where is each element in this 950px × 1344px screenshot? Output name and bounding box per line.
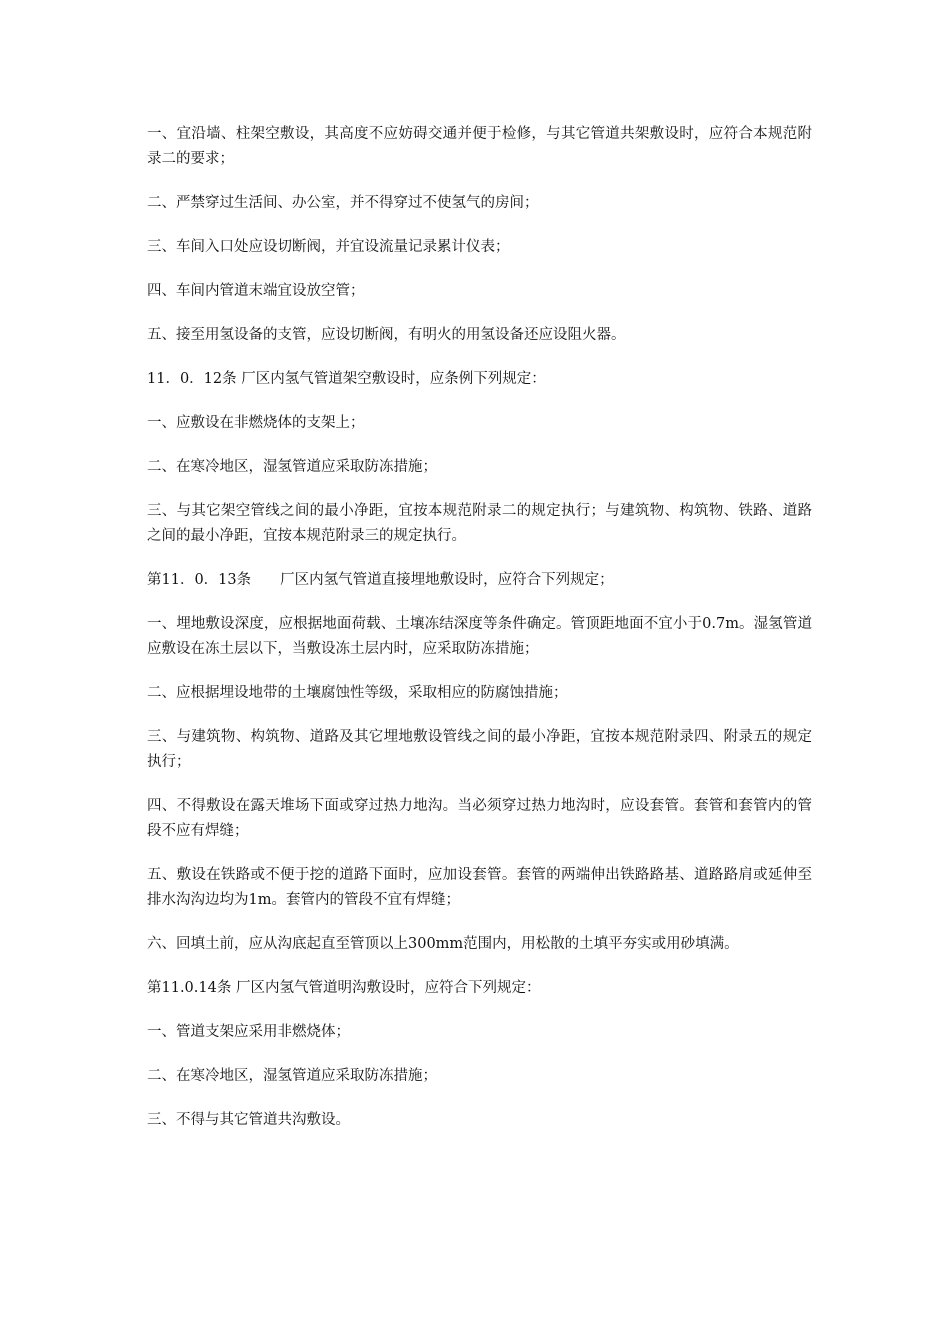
paragraph-19: 二、在寒冷地区，湿氢管道应采取防冻措施； [147,1068,437,1084]
section-heading-11-0-13: 第11．0．13条 厂区内氢气管道直接埋地敷设时，应符合下列规定； [147,572,614,588]
paragraph-1: 一、宜沿墙、柱架空敷设，其高度不应妨碍交通并便于检修，与其它管道共架敷设时，应符合本规范附录二的要求； [147,126,812,167]
paragraph-12: 二、应根据埋设地带的土壤腐蚀性等级，采取相应的防腐蚀措施； [147,685,568,701]
paragraph-20: 三、不得与其它管道共沟敷设。 [147,1112,350,1128]
paragraph-9: 三、与其它架空管线之间的最小净距，宜按本规范附录二的规定执行；与建筑物、构筑物、铁路、道路之间的最小净距，宜按本规范附录三的规定执行。 [147,503,812,544]
paragraph-4: 四、车间内管道末端宜设放空管； [147,283,365,299]
paragraph-13: 三、与建筑物、构筑物、道路及其它埋地敷设管线之间的最小净距，宜按本规范附录四、附录五的规定执行； [147,729,812,770]
paragraph-11: 一、埋地敷设深度，应根据地面荷载、土壤冻结深度等条件确定。管顶距地面不宜小于0.7m。湿氢管道应敷设在冻土层以下，当敷设冻土层内时，应采取防冻措施； [147,616,812,657]
document-body [147,122,812,1152]
section-heading-11-0-14: 第11.0.14条 厂区内氢气管道明沟敷设时，应符合下列规定： [147,980,541,996]
paragraph-2: 二、严禁穿过生活间、办公室，并不得穿过不使氢气的房间； [147,195,539,211]
paragraph-18: 一、管道支架应采用非燃烧体； [147,1024,350,1040]
paragraph-8: 二、在寒冷地区，湿氢管道应采取防冻措施； [147,459,437,475]
paragraph-15: 五、敷设在铁路或不便于挖的道路下面时，应加设套管。套管的两端伸出铁路路基、道路路肩或延伸至排水沟沟边均为1m。套管内的管段不宜有焊缝； [147,867,812,908]
paragraph-16: 六、回填土前，应从沟底起直至管顶以上300mm范围内，用松散的土填平夯实或用砂填满。 [147,936,739,952]
paragraph-14: 四、不得敷设在露天堆场下面或穿过热力地沟。当必须穿过热力地沟时，应设套管。套管和套管内的管段不应有焊缝； [147,798,812,839]
paragraph-5: 五、接至用氢设备的支管，应设切断阀，有明火的用氢设备还应设阻火器。 [147,327,626,343]
paragraph-7: 一、应敷设在非燃烧体的支架上； [147,415,365,431]
section-heading-11-0-12: 11．0．12条 厂区内氢气管道架空敷设时，应条例下列规定： [147,371,546,387]
paragraph-3: 三、车间入口处应设切断阀，并宜设流量记录累计仪表； [147,239,510,255]
